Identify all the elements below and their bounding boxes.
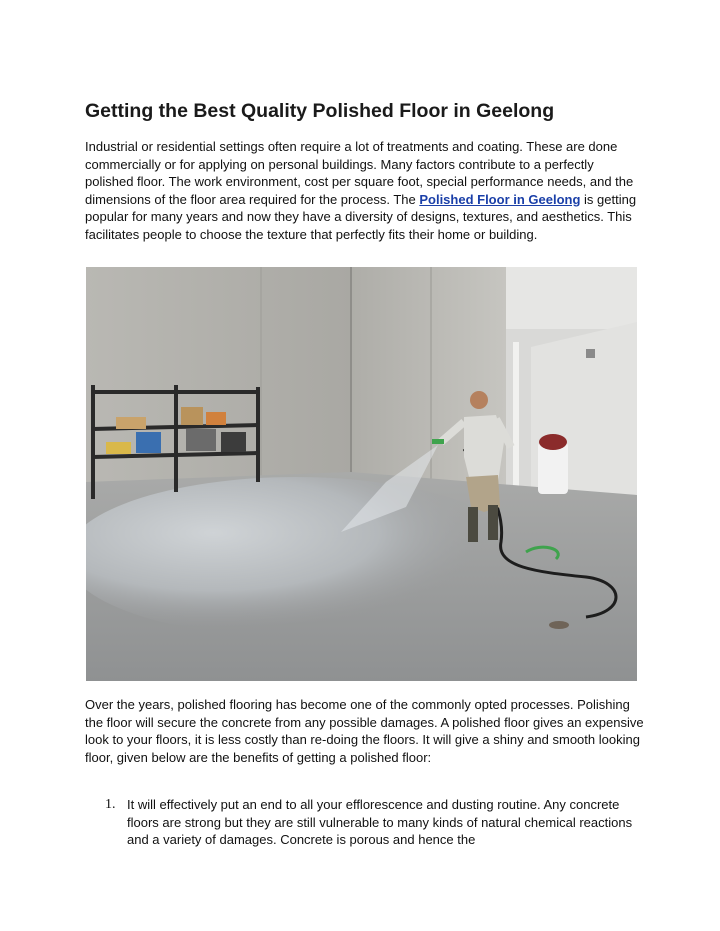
intro-paragraph [85,138,645,243]
page-title: Getting the Best Quality Polished Floor in Geelong [85,100,555,122]
intro-text-start: Industrial or residential settings often require a lot of treatments and coating. These are done commercially or for applying on personal buildings. Many factors contribute to a perfectly polished floor. The work environment, cost per square foot, special performance needs, and the dimensions of the floor area required for the process. The [85,139,634,207]
list-item-number: 1. [105,797,116,812]
floor-cleaning-photo [86,267,637,681]
benefits-intro-paragraph: Over the years, polished flooring has become one of the commonly opted processes. Polishing the floor will secure the concrete from any possible damages. A polished floor gives an expensive look to your floors, it is less costly than re-doing the floors. It will give a shiny and smooth looking floor, given below are the benefits of getting a polished floor: [85,697,644,765]
list-item [85,796,645,849]
polished-floor-link[interactable]: Polished Floor in Geelong [419,191,581,207]
list-item-text: It will effectively put an end to all your efflorescence and dusting routine. Any concrete floors are strong but they are still vulnerable to many kinds of natural chemical reactions and a variety of damages. Concrete is porous and hence the [127,797,633,847]
benefits-list [85,796,645,849]
intro-text-end: is getting popular for many years and now they have a diversity of designs, textures, and aesthetics. This facilitates people to choose the texture that perfectly fits their home or building. [85,191,637,242]
